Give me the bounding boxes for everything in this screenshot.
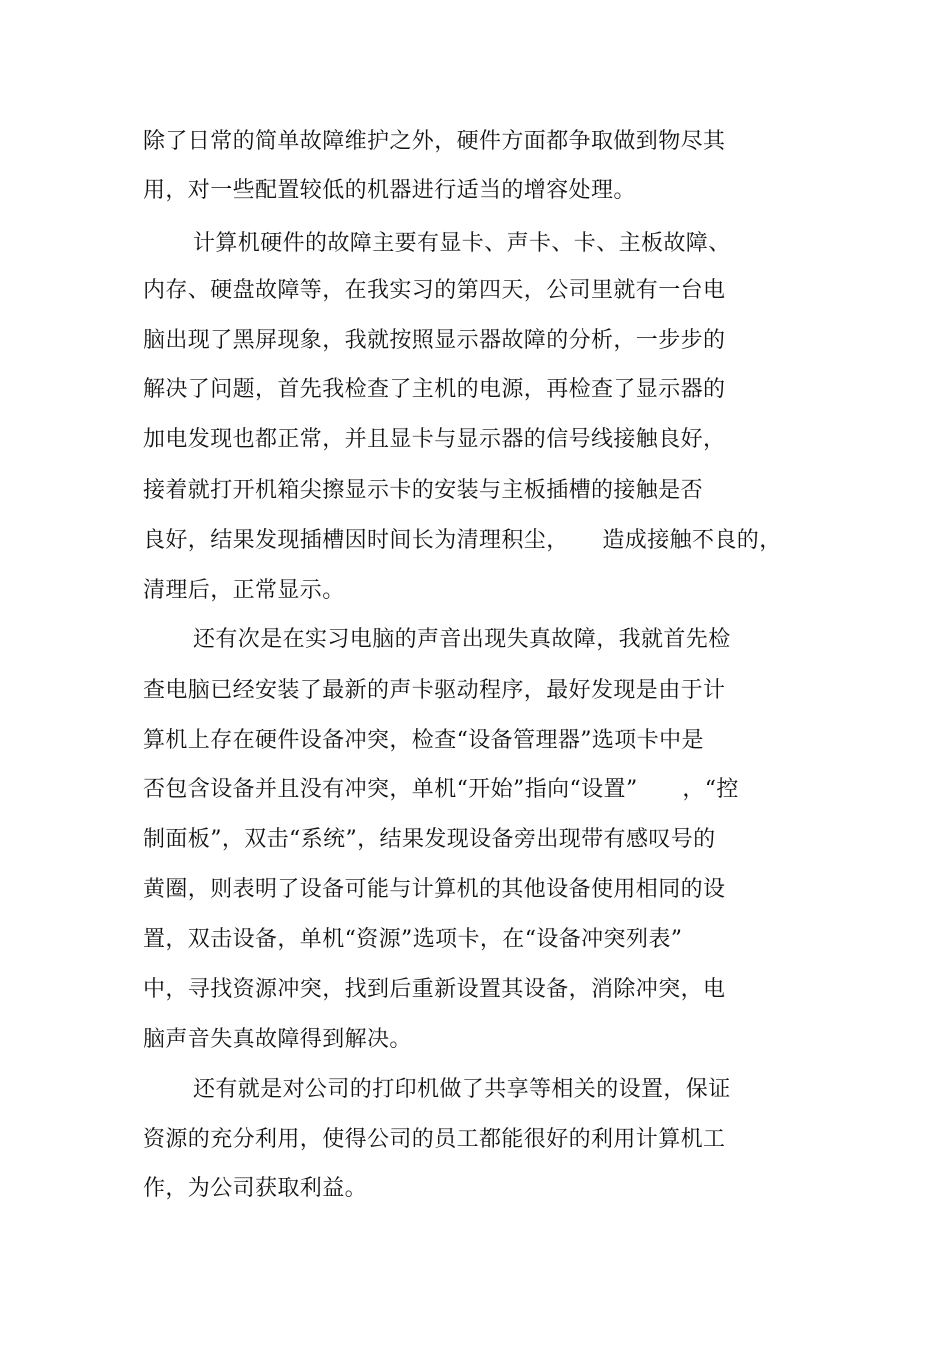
- text-line: 置，双击设备，单机“资源”选项卡，在“设备冲突列表”: [143, 927, 683, 952]
- text-line: 计算机硬件的故障主要有显卡、声卡、卡、主板故障、: [193, 231, 731, 256]
- text-line: 制面板”，双击“系统”，结果发现设备旁出现带有感叹号的: [143, 827, 716, 852]
- text-line: 还有次是在实习电脑的声音出现失真故障，我就首先检: [193, 627, 731, 652]
- text-line: 黄圈，则表明了设备可能与计算机的其他设备使用相同的设: [143, 877, 726, 902]
- text-line: 内存、硬盘故障等，在我实习的第四天，公司里就有一台电: [143, 278, 726, 303]
- text-line: 良好，结果发现插槽因时间长为清理积尘， 造成接触不良的，: [143, 528, 782, 553]
- text-line: 资源的充分利用，使得公司的员工都能很好的利用计算机工: [143, 1127, 726, 1152]
- text-line: 中，寻找资源冲突，找到后重新设置其设备，消除冲突，电: [143, 977, 726, 1002]
- text-line: 清理后，正常显示。: [143, 578, 345, 603]
- text-line: 否包含设备并且没有冲突，单机“开始”指向“设置” ，“控: [143, 777, 739, 802]
- text-line: 除了日常的简单故障维护之外，硬件方面都争取做到物尽其: [143, 129, 726, 154]
- text-line: 算机上存在硬件设备冲突，检查“设备管理器”选项卡中是: [143, 728, 704, 753]
- text-line: 查电脑已经安装了最新的声卡驱动程序，最好发现是由于计: [143, 678, 726, 703]
- text-line: 作，为公司获取利益。: [143, 1176, 368, 1201]
- text-line: 脑声音失真故障得到解决。: [143, 1027, 412, 1052]
- text-line: 脑出现了黑屏现象，我就按照显示器故障的分析，一步步的: [143, 328, 726, 353]
- text-line: 接着就打开机箱尖擦显示卡的安装与主板插槽的接触是否: [143, 478, 704, 503]
- text-line: 用，对一些配置较低的机器进行适当的增容处理。: [143, 178, 636, 203]
- text-line: 加电发现也都正常，并且显卡与显示器的信号线接触良好，: [143, 427, 726, 452]
- text-line: 解决了问题，首先我检查了主机的电源，再检查了显示器的: [143, 377, 726, 402]
- text-line: 还有就是对公司的打印机做了共享等相关的设置，保证: [193, 1077, 731, 1102]
